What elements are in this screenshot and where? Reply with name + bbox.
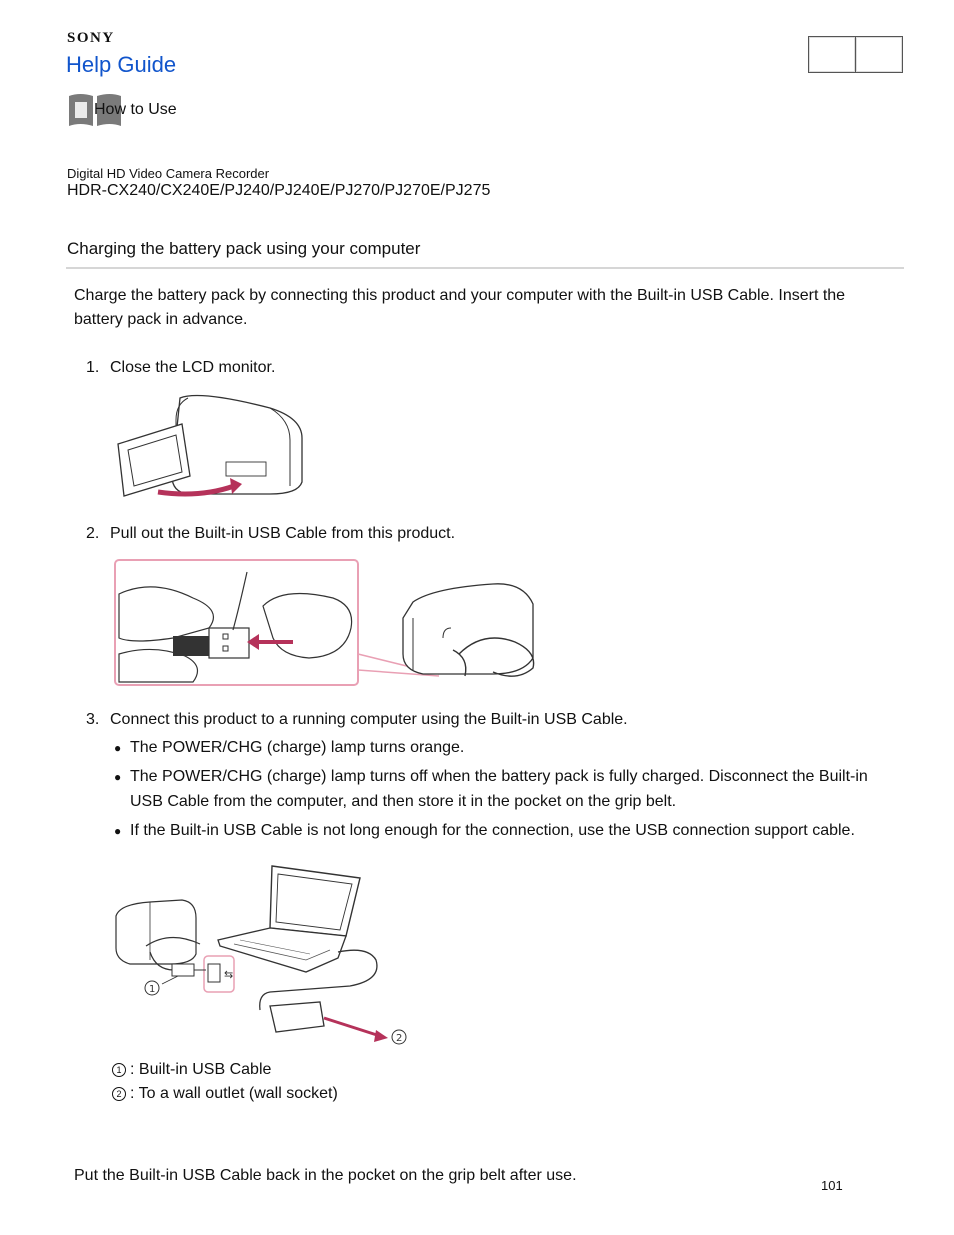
svg-text:2: 2 [396, 1033, 403, 1044]
step-number: 3. [86, 711, 100, 728]
intro-paragraph: Charge the battery pack by connecting this product and your computer with the Built-in USB Cable. Insert the battery pack in advance. [74, 287, 846, 328]
footer-note: Put the Built-in USB Cable back in the pocket on the grip belt after use. [74, 1167, 577, 1184]
next-page-button[interactable] [855, 36, 903, 73]
bullet-dot: ● [114, 770, 122, 784]
pull-usb-cable-illustration [113, 558, 543, 688]
step-3 [0, 710, 954, 732]
title-divider [66, 267, 904, 269]
close-lcd-illustration [110, 390, 310, 502]
computer-connection-illustration [110, 860, 410, 1050]
bullet-item: The POWER/CHG (charge) lamp turns orange. [130, 739, 465, 756]
bullet-dot: ● [114, 824, 122, 838]
step-text: Close the LCD monitor. [110, 359, 276, 376]
legend-row-1 [112, 1061, 271, 1079]
step-text: Connect this product to a running computer using the Built-in USB Cable. [110, 711, 628, 728]
step-1 [0, 358, 954, 380]
step-2 [0, 524, 954, 546]
svg-text:1: 1 [149, 984, 156, 995]
sony-logo: SONY [67, 30, 115, 46]
page-number: 101 [821, 1178, 843, 1193]
page-title: Charging the battery pack using your computer [67, 239, 421, 258]
product-category: Digital HD Video Camera Recorder [67, 166, 270, 181]
svg-text:⇆: ⇆ [224, 968, 234, 981]
legend-text: : Built-in USB Cable [130, 1061, 272, 1078]
legend-row-2 [112, 1085, 338, 1103]
bullet-item: The POWER/CHG (charge) lamp turns off when the battery pack is fully charged. Disconnect the Built-in USB Cable from the computer, and then store it in the pocket on the grip belt. [130, 768, 868, 810]
step-number: 1. [86, 359, 100, 376]
legend-text: : To a wall outlet (wall socket) [130, 1085, 338, 1102]
help-guide-link[interactable]: Help Guide [66, 52, 177, 77]
section-label[interactable]: How to Use [94, 101, 177, 118]
legend-marker: 1 [112, 1063, 126, 1077]
product-models: HDR-CX240/CX240E/PJ240/PJ240E/PJ270/PJ270E/PJ275 [67, 182, 491, 199]
prev-page-button[interactable] [808, 36, 856, 73]
legend-marker: 2 [112, 1087, 126, 1101]
step-number: 2. [86, 525, 100, 542]
bullet-dot: ● [114, 741, 122, 755]
step-text: Pull out the Built-in USB Cable from this product. [110, 525, 456, 542]
page-nav-buttons [808, 36, 904, 73]
bullet-item: If the Built-in USB Cable is not long enough for the connection, use the USB connection support cable. [130, 822, 855, 839]
